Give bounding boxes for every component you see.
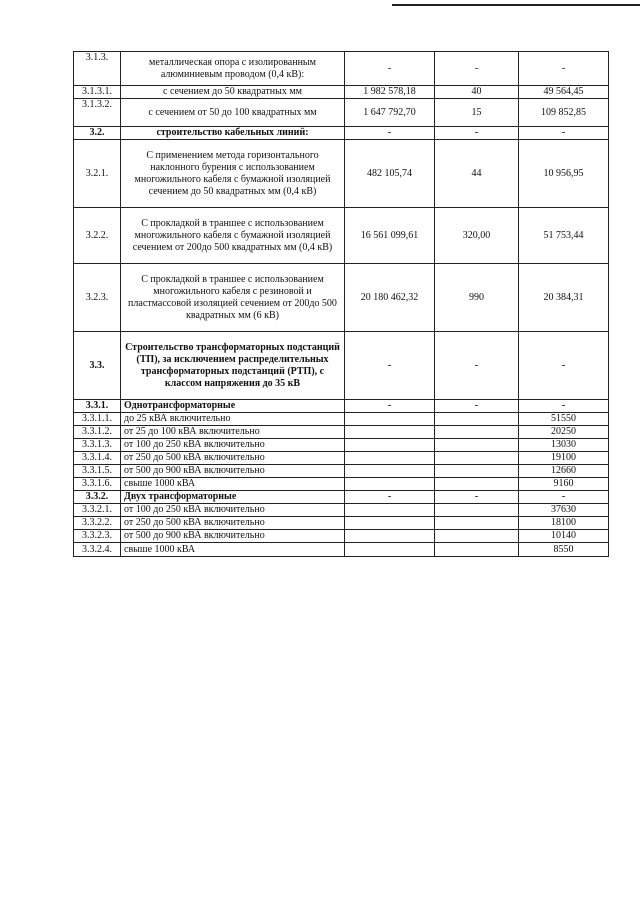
- table-row: [74, 413, 609, 426]
- table-row: [74, 543, 609, 557]
- table-row: [74, 504, 609, 517]
- row-name: Однотрансформаторные: [121, 400, 345, 413]
- row-name: от 250 до 500 кВА включительно: [121, 452, 345, 465]
- row-value-2: -: [435, 52, 519, 86]
- row-number: 3.2.3.: [74, 264, 121, 332]
- row-value-3: 10140: [519, 530, 609, 543]
- row-value-3: 37630: [519, 504, 609, 517]
- row-name: от 100 до 250 кВА включительно: [121, 504, 345, 517]
- row-name: Строительство трансформаторных подстанций (ТП), за исключением распределительных трансформаторных подстанций (РТП), с классом напряжения до 35 кВ: [121, 332, 345, 400]
- row-value-3: 19100: [519, 452, 609, 465]
- table-row: [74, 426, 609, 439]
- row-value-2: [435, 439, 519, 452]
- row-number: 3.3.2.2.: [74, 517, 121, 530]
- row-value-2: [435, 426, 519, 439]
- row-number: 3.1.3.: [74, 52, 121, 86]
- row-value-1: -: [345, 332, 435, 400]
- row-name: С прокладкой в траншее с использованием многожильного кабеля с резиновой и пластмассовой изоляцией сечением от 200до 500 квадратных мм (6 кВ): [121, 264, 345, 332]
- row-value-3: 12660: [519, 465, 609, 478]
- row-number: 3.2.1.: [74, 140, 121, 208]
- row-value-1: [345, 517, 435, 530]
- row-value-3: 18100: [519, 517, 609, 530]
- row-value-2: [435, 543, 519, 557]
- row-value-2: [435, 530, 519, 543]
- row-name: металлическая опора с изолированным алюминиевым проводом (0,4 кВ):: [121, 52, 345, 86]
- row-value-2: [435, 517, 519, 530]
- row-value-1: [345, 439, 435, 452]
- row-value-1: [345, 478, 435, 491]
- row-value-1: [345, 530, 435, 543]
- row-value-1: [345, 452, 435, 465]
- row-number: 3.3.1.1.: [74, 413, 121, 426]
- row-name: свыше 1000 кВА: [121, 543, 345, 557]
- row-number: 3.3.1.5.: [74, 465, 121, 478]
- row-number: 3.3.1.6.: [74, 478, 121, 491]
- row-value-1: 20 180 462,32: [345, 264, 435, 332]
- row-value-3: 109 852,85: [519, 99, 609, 127]
- row-value-2: [435, 504, 519, 517]
- table-row: [74, 439, 609, 452]
- row-value-2: [435, 478, 519, 491]
- row-value-2: -: [435, 400, 519, 413]
- row-number: 3.3.: [74, 332, 121, 400]
- row-value-2: [435, 465, 519, 478]
- row-value-3: -: [519, 491, 609, 504]
- row-value-1: -: [345, 52, 435, 86]
- table-row: [74, 99, 609, 127]
- row-name: от 100 до 250 кВА включительно: [121, 439, 345, 452]
- row-value-1: [345, 426, 435, 439]
- row-value-3: 51 753,44: [519, 208, 609, 264]
- table-row: [74, 491, 609, 504]
- row-name: с сечением до 50 квадратных мм: [121, 86, 345, 99]
- row-name: с сечением от 50 до 100 квадратных мм: [121, 99, 345, 127]
- row-value-2: 990: [435, 264, 519, 332]
- top-rule: [392, 4, 640, 6]
- row-number: 3.3.1.4.: [74, 452, 121, 465]
- row-value-3: 51550: [519, 413, 609, 426]
- table-row: [74, 264, 609, 332]
- row-value-1: -: [345, 400, 435, 413]
- row-number: 3.3.2.3.: [74, 530, 121, 543]
- row-value-3: -: [519, 127, 609, 140]
- table-row: [74, 127, 609, 140]
- table-row: [74, 140, 609, 208]
- row-name: свыше 1000 кВА: [121, 478, 345, 491]
- row-name: С прокладкой в траншее с использованием многожильного кабеля с бумажной изоляцией сечением от 200до 500 квадратных мм (0,4 кВ): [121, 208, 345, 264]
- row-value-1: [345, 504, 435, 517]
- row-value-3: 9160: [519, 478, 609, 491]
- row-value-3: 8550: [519, 543, 609, 557]
- table-row: [74, 332, 609, 400]
- row-value-3: 20 384,31: [519, 264, 609, 332]
- table-row: [74, 517, 609, 530]
- row-value-1: -: [345, 127, 435, 140]
- row-number: 3.3.1.2.: [74, 426, 121, 439]
- row-value-1: [345, 465, 435, 478]
- row-number: 3.2.: [74, 127, 121, 140]
- row-number: 3.3.2.: [74, 491, 121, 504]
- row-value-2: 40: [435, 86, 519, 99]
- row-name: Двух трансформаторные: [121, 491, 345, 504]
- row-value-3: 49 564,45: [519, 86, 609, 99]
- table-row: [74, 400, 609, 413]
- table-row: [74, 208, 609, 264]
- row-name: от 25 до 100 кВА включительно: [121, 426, 345, 439]
- row-value-2: -: [435, 332, 519, 400]
- row-value-3: 13030: [519, 439, 609, 452]
- row-name: от 500 до 900 кВА включительно: [121, 465, 345, 478]
- row-value-2: 320,00: [435, 208, 519, 264]
- row-value-3: -: [519, 400, 609, 413]
- table-row: [74, 452, 609, 465]
- row-number: 3.2.2.: [74, 208, 121, 264]
- row-number: 3.1.3.2.: [74, 99, 121, 127]
- row-value-1: 1 647 792,70: [345, 99, 435, 127]
- row-value-2: 44: [435, 140, 519, 208]
- table-row: [74, 52, 609, 86]
- row-value-1: [345, 413, 435, 426]
- row-number: 3.3.2.4.: [74, 543, 121, 557]
- row-name: от 250 до 500 кВА включительно: [121, 517, 345, 530]
- row-value-3: 10 956,95: [519, 140, 609, 208]
- table-row: [74, 478, 609, 491]
- row-name: строительство кабельных линий:: [121, 127, 345, 140]
- row-value-2: -: [435, 127, 519, 140]
- row-value-3: 20250: [519, 426, 609, 439]
- row-number: 3.3.2.1.: [74, 504, 121, 517]
- row-value-1: [345, 543, 435, 557]
- row-name: от 500 до 900 кВА включительно: [121, 530, 345, 543]
- row-value-3: -: [519, 52, 609, 86]
- row-value-2: [435, 452, 519, 465]
- row-name: до 25 кВА включительно: [121, 413, 345, 426]
- row-value-2: -: [435, 491, 519, 504]
- table-row: [74, 86, 609, 99]
- row-value-1: -: [345, 491, 435, 504]
- row-value-1: 482 105,74: [345, 140, 435, 208]
- row-value-1: 16 561 099,61: [345, 208, 435, 264]
- tariff-table: [73, 51, 609, 557]
- row-value-1: 1 982 578,18: [345, 86, 435, 99]
- table-row: [74, 530, 609, 543]
- row-number: 3.1.3.1.: [74, 86, 121, 99]
- row-value-3: -: [519, 332, 609, 400]
- row-name: С применением метода горизонтального наклонного бурения с использованием многожильного кабеля с бумажной изоляцией сечением до 50 квадратных мм (0,4 кВ): [121, 140, 345, 208]
- row-value-2: 15: [435, 99, 519, 127]
- row-value-2: [435, 413, 519, 426]
- row-number: 3.3.1.3.: [74, 439, 121, 452]
- row-number: 3.3.1.: [74, 400, 121, 413]
- table-row: [74, 465, 609, 478]
